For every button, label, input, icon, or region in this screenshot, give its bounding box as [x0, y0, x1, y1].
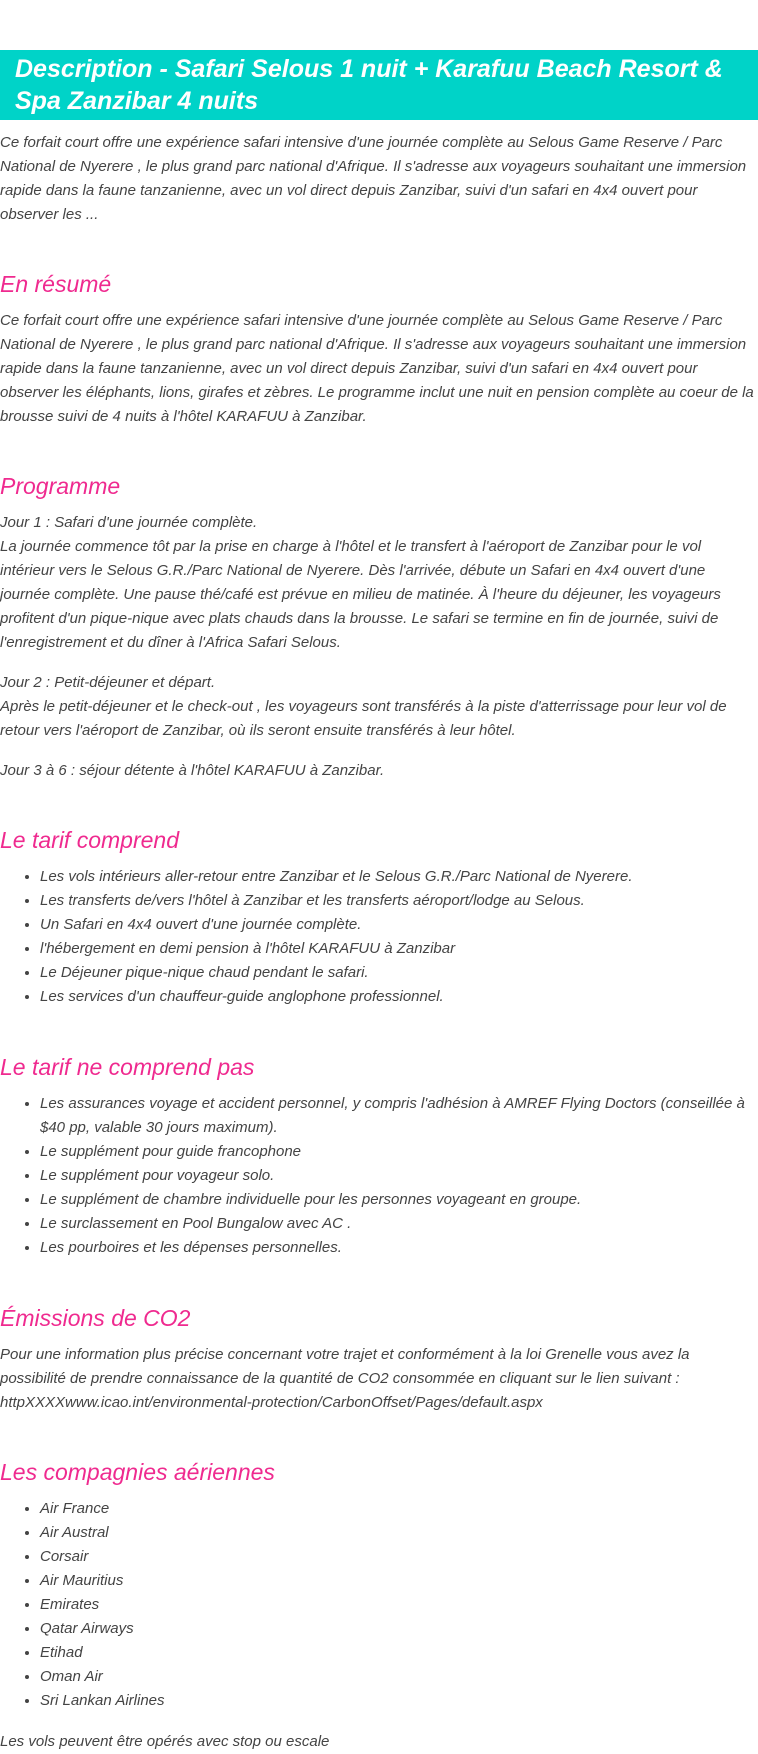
list-item: • Qatar Airways [40, 1617, 758, 1641]
list-item: • Corsair [40, 1545, 758, 1569]
list-item: • Air Austral [40, 1521, 758, 1545]
programme-section [0, 471, 758, 783]
main-content [0, 131, 758, 1754]
excludes-heading: Le tarif ne comprend pas [0, 1054, 255, 1080]
list-item: • Le Déjeuner pique-nique chaud pendant le safari. [40, 961, 758, 985]
list-item: • Le surclassement en Pool Bungalow avec AC . [40, 1212, 758, 1236]
list-item: • Le supplément pour voyageur solo. [40, 1164, 758, 1188]
list-item: • Le supplément de chambre individuelle pour les personnes voyageant en groupe. [40, 1188, 758, 1212]
list-item: • Sri Lankan Airlines [40, 1689, 758, 1713]
list-item: • l'hébergement en demi pension à l'hôtel KARAFUU à Zanzibar [40, 937, 758, 961]
day1-text: La journée commence tôt par la prise en charge à l'hôtel et le transfert à l'aéroport de Zanzibar pour le vol intérieur vers le Selous G.R./Parc National de Nyerere. Dès l'arrivée, débute un Safari en 4x4 ouvert d'une journée complète. Une pause thé/café est prévue en milieu de matinée. À l'heure du déjeuner, les voyageurs profitent d'un pique-nique avec plats chauds dans la brousse. Le safari se termine en fin de journée, suivi de l'enregistrement et du dîner à l'Africa Safari Selous. [0, 538, 721, 651]
summary-heading: En résumé [0, 271, 112, 297]
list-item: • Air France [40, 1497, 758, 1521]
excludes-section [0, 1052, 758, 1260]
list-item: • Un Safari en 4x4 ouvert d'une journée complète. [40, 913, 758, 937]
includes-list [0, 865, 758, 1009]
excludes-list [0, 1092, 758, 1260]
day2-title: Jour 2 : Petit-déjeuner et départ. [0, 674, 216, 691]
airlines-list [0, 1497, 758, 1713]
co2-link[interactable]: httpXXXXwww.icao.int/environmental-protection/CarbonOffset/Pages/default.aspx [0, 1394, 543, 1411]
airlines-note: Les vols peuvent être opérés avec stop ou escale [0, 1733, 330, 1750]
includes-heading: Le tarif comprend [0, 827, 179, 853]
day1-title: Jour 1 : Safari d'une journée complète. [0, 514, 258, 531]
day2-text: Après le petit-déjeuner et le check-out , les voyageurs sont transférés à la piste d'atterrissage pour leur vol de retour vers l'aéroport de Zanzibar, où ils seront ensuite transférés à leur hôtel. [0, 698, 727, 739]
includes-section [0, 825, 758, 1009]
list-item: • Air Mauritius [40, 1569, 758, 1593]
list-item: • Les vols intérieurs aller-retour entre Zanzibar et le Selous G.R./Parc National de Nyerere. [40, 865, 758, 889]
title-banner [0, 50, 758, 120]
summary-text: Ce forfait court offre une expérience safari intensive d'une journée complète au Selous Game Reserve / Parc National de Nyerere , le plus grand parc national d'Afrique. Il s'adresse aux voyageurs souhaitant une immersion rapide dans la faune tanzanienne, avec un vol direct depuis Zanzibar, suivi d'un safari en 4x4 ouvert pour observer les éléphants, lions, girafes et zèbres. Le programme inclut une nuit en pension complète au coeur de la brousse suivi de 4 nuits à l'hôtel KARAFUU à Zanzibar. [0, 312, 754, 425]
day3-text: Jour 3 à 6 : séjour détente à l'hôtel KARAFUU à Zanzibar. [0, 762, 385, 779]
list-item: • Les transferts de/vers l'hôtel à Zanzibar et les transferts aéroport/lodge au Selous. [40, 889, 758, 913]
list-item: • Les services d'un chauffeur-guide anglophone professionnel. [40, 985, 758, 1009]
summary-section [0, 269, 758, 429]
co2-section [0, 1303, 758, 1415]
list-item: • Etihad [40, 1641, 758, 1665]
list-item: • Emirates [40, 1593, 758, 1617]
programme-heading: Programme [0, 473, 121, 499]
airlines-heading: Les compagnies aériennes [0, 1459, 275, 1485]
co2-heading: Émissions de CO2 [0, 1305, 191, 1331]
page-title: Description - Safari Selous 1 nuit + Karafuu Beach Resort & Spa Zanzibar 4 nuits [15, 55, 723, 115]
list-item: • Oman Air [40, 1665, 758, 1689]
list-item: • Le supplément pour guide francophone [40, 1140, 758, 1164]
intro-text: Ce forfait court offre une expérience safari intensive d'une journée complète au Selous Game Reserve / Parc National de Nyerere , le plus grand parc national d'Afrique. Il s'adresse aux voyageurs souhaitant une immersion rapide dans la faune tanzanienne, avec un vol direct depuis Zanzibar, suivi d'un safari en 4x4 ouvert pour observer les ... [0, 134, 747, 223]
airlines-section [0, 1457, 758, 1754]
co2-text: Pour une information plus précise concernant votre trajet et conformément à la loi Grenelle vous avez la possibilité de prendre connaissance de la quantité de CO2 consommée en cliquant sur le lien suivant : [0, 1346, 690, 1387]
list-item: • Les assurances voyage et accident personnel, y compris l'adhésion à AMREF Flying Doctors (conseillée à $40 pp, valable 30 jours maximum). [40, 1092, 758, 1140]
list-item: • Les pourboires et les dépenses personnelles. [40, 1236, 758, 1260]
